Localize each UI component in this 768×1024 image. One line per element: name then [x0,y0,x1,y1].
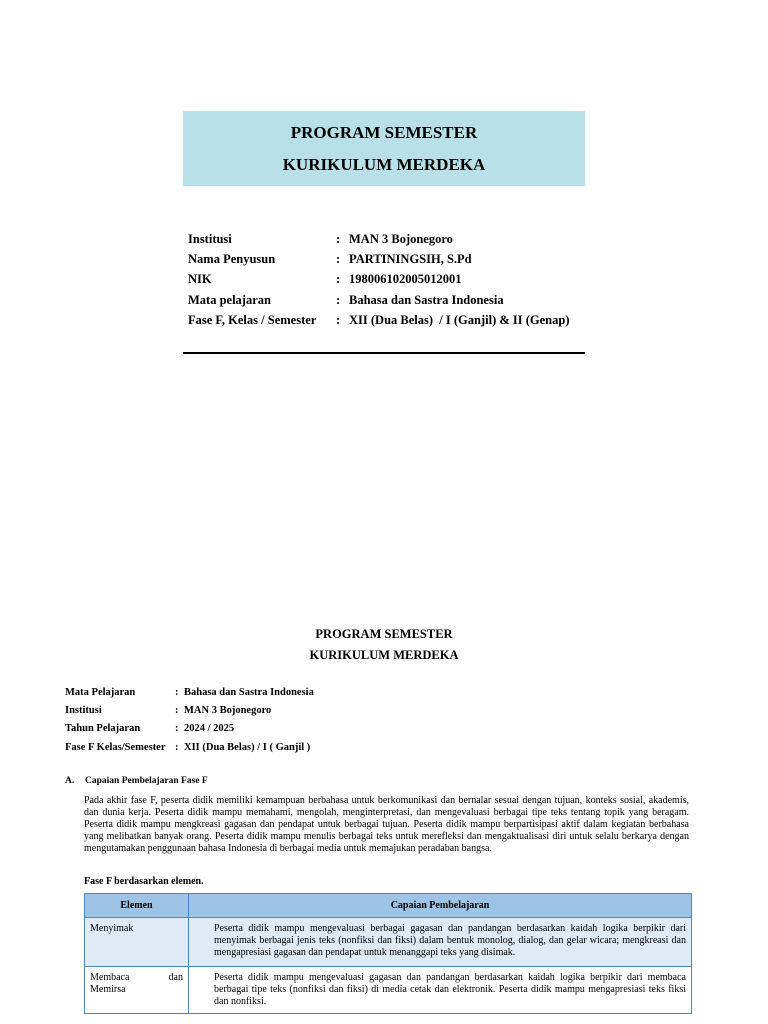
page2-info-block [65,683,314,756]
cover-title-line2: KURIKULUM MERDEKA [282,155,486,174]
table-cell-capaian: Peserta didik mampu mengevaluasi berbagai gagasan dan pandangan berdasarkan kaidah logika berpikir dari menyimak berbagai jenis teks (nonfiksi dan fiksi) dalam bentuk monolog, dialog, dan gelar wicara; mengkreasi dan mengapresiasi gagasan dan pendapat untuk menanggapi teks yang disimak. [189,918,692,967]
info-label: Tahun Pelajaran [65,723,141,735]
info-label: Nama Penyusun [188,251,276,266]
info-separator: : [336,272,341,287]
info-value: Bahasa dan Sastra Indonesia [184,686,314,698]
section-a-paragraph: Pada akhir fase F, peserta didik memiliki kemampuan berbahasa untuk berkomunikasi dan bernalar sesuai dengan tujuan, konteks sosial, akademis, dan dunia kerja. Peserta didik mampu memahami, mengolah, menginterpretasi, dan mengevaluasi berbagai tipe teks tentang topik yang beragam. Peserta didik mampu mengkreasi gagasan dan pendapat untuk berbagai tujuan. Peserta didik mampu berpartisipasi aktif dalam kegiatan berbahasa yang melibatkan banyak orang. Peserta didik mampu menulis berbagai teks untuk merefleksi dan mengaktualisasi diri untuk selalu berkarya dengan mengutamakan penggunaan bahasa Indonesia di berbagai media untuk memajukan peradaban bangsa. [84,795,689,854]
table-cell-elemen [85,967,189,1014]
section-a-heading [65,776,208,786]
info-label: NIK [188,272,212,287]
elemen-word: dan [168,972,183,983]
info-label: Mata Pelajaran [65,686,136,698]
page2-info-row [65,720,314,738]
table-header-elemen: Elemen [85,894,189,918]
info-label: Institusi [65,704,102,716]
elemen-first-line [90,972,183,984]
cover-info-row [188,310,570,330]
table-row [85,967,692,1014]
info-separator: : [175,686,179,698]
section-title: Capaian Pembelajaran Fase F [85,776,208,786]
table-cell-elemen: Menyimak [85,918,189,967]
capaian-table [84,893,692,1014]
info-separator: : [175,704,179,716]
page2-info-row [65,701,314,719]
cover-title-line1: PROGRAM SEMESTER [290,123,478,142]
cover-info-row [188,290,570,310]
table-cell-capaian: Peserta didik mampu mengevaluasi gagasan dan pandangan berdasarkan kaidah logika berpikir dari membaca berbagai tipe teks (nonfiksi dan fiksi) di media cetak dan elektronik. Peserta didik mampu mengapresiasi teks fiksi dan nonfiksi. [189,967,692,1014]
table-row [85,918,692,967]
cover-info-row [188,249,570,269]
page2-info-row [65,738,314,756]
info-label: Fase F Kelas/Semester [65,741,166,753]
info-separator: : [336,312,341,327]
info-value: MAN 3 Bojonegoro [349,231,453,246]
info-label: Mata pelajaran [188,292,271,307]
cover-info-row [188,270,570,290]
info-separator: : [336,292,341,307]
info-label: Institusi [188,231,232,246]
info-value: XII (Dua Belas) / I (Ganjil) & II (Genap) [349,312,570,327]
table-header-capaian: Capaian Pembelajaran [189,894,692,918]
info-value: MAN 3 Bojonegoro [184,704,272,716]
cover-divider [183,352,585,354]
info-value: XII (Dua Belas) / I ( Ganjil ) [184,741,311,753]
cover-title-banner [183,111,585,186]
elemen-word: Membaca [90,972,130,983]
cover-info-block [188,229,570,330]
page2-info-row [65,683,314,701]
info-value: 2024 / 2025 [184,723,235,735]
page2-title-line2: KURIKULUM MERDEKA [309,648,459,662]
info-value: 198006102005012001 [349,272,462,287]
info-value: PARTININGSIH, S.Pd [349,251,472,266]
elemen-word: Memirsa [90,984,126,995]
page2-title-line1: PROGRAM SEMESTER [315,627,453,641]
fase-element-label: Fase F berdasarkan elemen. [84,876,204,887]
info-separator: : [175,723,179,735]
info-separator: : [175,741,179,753]
cover-info-row [188,229,570,249]
info-separator: : [336,251,341,266]
info-value: Bahasa dan Sastra Indonesia [349,292,504,307]
section-letter: A. [65,776,75,786]
table-header-row [85,894,692,918]
info-separator: : [336,231,341,246]
info-label: Fase F, Kelas / Semester [188,312,317,327]
